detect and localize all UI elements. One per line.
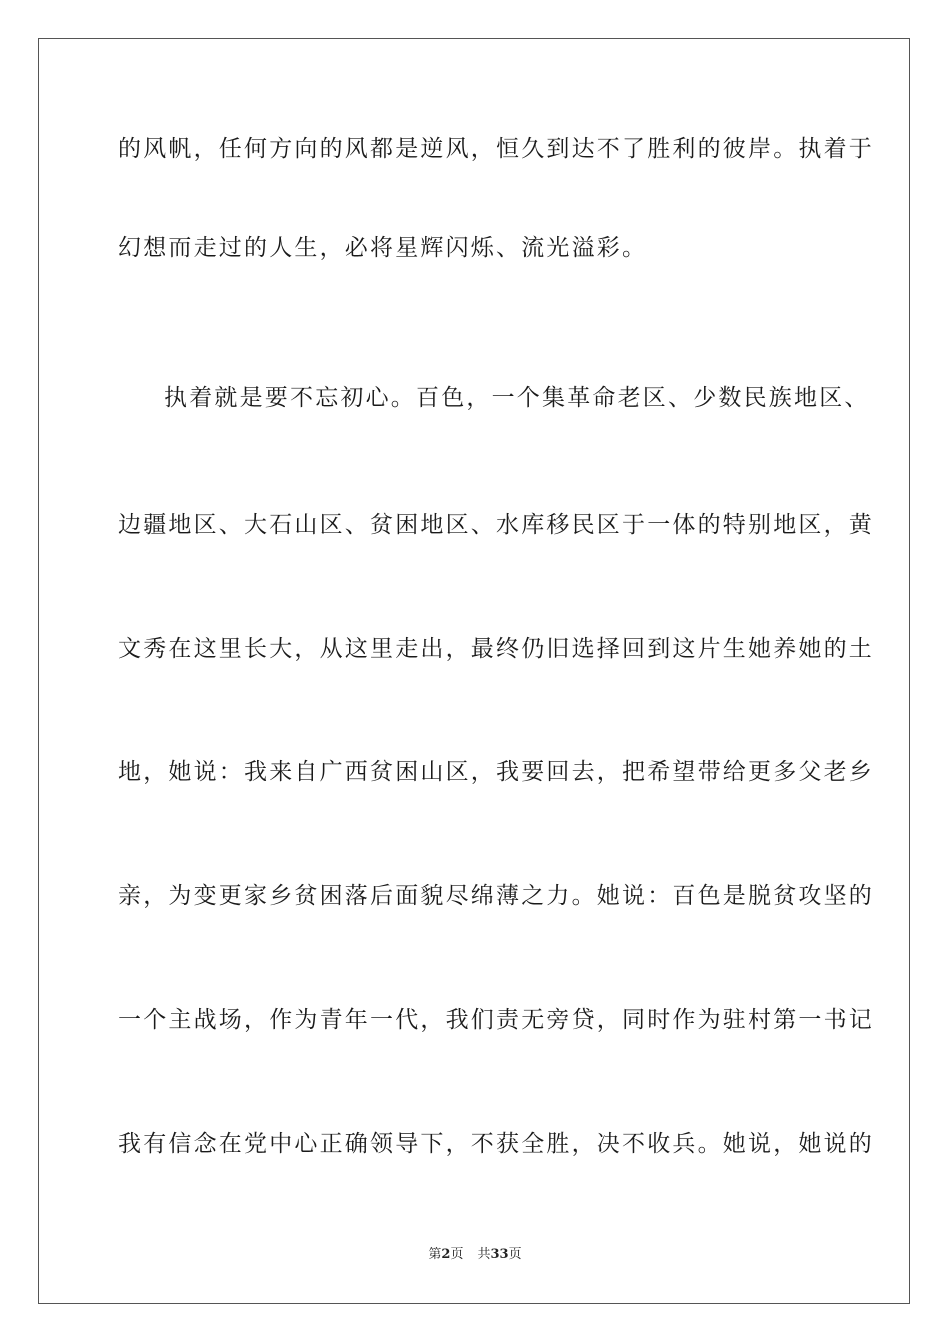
page-prefix: 第 xyxy=(428,1247,442,1262)
page-unit: 页 xyxy=(450,1247,464,1262)
page-footer xyxy=(0,1246,950,1264)
page-border xyxy=(38,38,910,1304)
text-line-2: 幻想而走过的人生，必将星辉闪烁、流光溢彩。 xyxy=(118,235,648,261)
total-unit: 页 xyxy=(508,1247,522,1262)
text-line-4: 边疆地区、大石山区、贫困地区、水库移民区于一体的特别地区，黄 xyxy=(118,512,874,538)
text-line-7: 亲，为变更家乡贫困落后面貌尽绵薄之力。她说：百色是脱贫攻坚的 xyxy=(118,883,874,909)
text-line-5: 文秀在这里长大，从这里走出，最终仍旧选择回到这片生她养她的土 xyxy=(118,636,874,662)
text-line-6: 地，她说：我来自广西贫困山区，我要回去，把希望带给更多父老乡 xyxy=(118,759,874,785)
text-line-9: 我有信念在党中心正确领导下，不获全胜，决不收兵。她说，她说的 xyxy=(118,1131,874,1157)
total-prefix: 共 xyxy=(477,1247,491,1262)
total-pages: 33 xyxy=(490,1247,509,1262)
page-number: 2 xyxy=(441,1247,451,1262)
text-line-1: 的风帆，任何方向的风都是逆风，恒久到达不了胜利的彼岸。执着于 xyxy=(118,136,874,162)
paragraph-start-line: 执着就是要不忘初心。百色，一个集革命老区、少数民族地区、 xyxy=(164,385,870,411)
text-line-8: 一个主战场，作为青年一代，我们责无旁贷，同时作为驻村第一书记 xyxy=(118,1007,874,1033)
